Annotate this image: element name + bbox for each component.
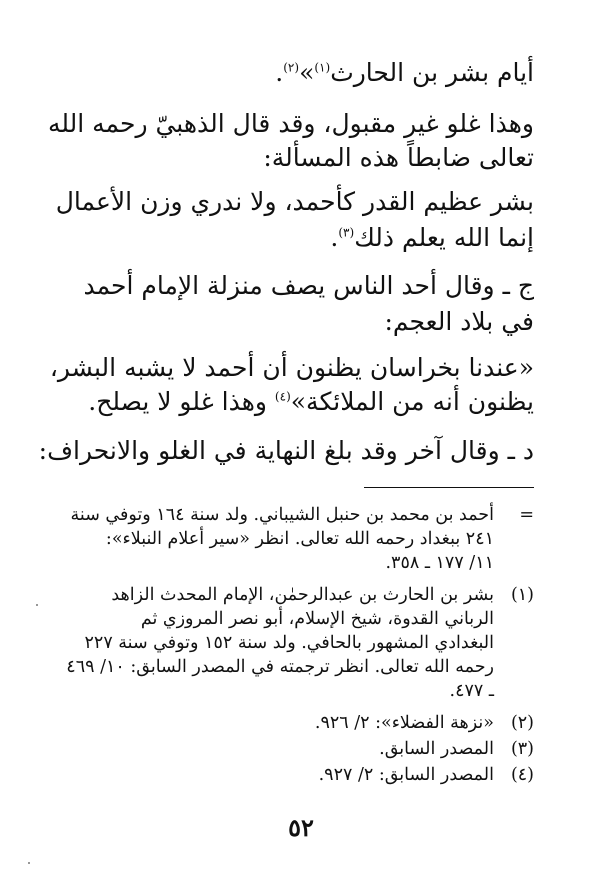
footnote-continuation-line-1: أحمد بن محمد بن حنبل الشيباني. ولد سنة ١٦٤ وتوفي سنة	[70, 505, 494, 525]
footnote-ref-3: (٣)	[338, 225, 355, 240]
body-text-1: أيام بشر بن الحارث	[330, 58, 534, 87]
footnote-1-line-5: ـ ٤٧٧.	[449, 681, 494, 701]
body-line-3: تعالى ضابطاً هذه المسألة:	[263, 143, 534, 172]
body-text-9b: وهذا غلو لا يصلح.	[88, 387, 275, 416]
footnote-continuation-line-3: ١١/ ١٧٧ ـ ٣٥٨.	[385, 553, 494, 573]
footnote-1-line-1: بشر بن الحارث بن عبدالرحمٰن، الإمام المحدث الزاهد	[111, 585, 494, 605]
footnote-continuation-line-2: ٢٤١ ببغداد رحمه الله تعالى. انظر «سير أعلام النبلاء»:	[105, 529, 494, 549]
footnote-3-marker: (٣)	[510, 739, 534, 759]
body-line-5	[330, 223, 534, 253]
body-line-10: د ـ وقال آخر وقد بلغ النهاية في الغلو والانحراف:	[38, 436, 534, 465]
footnote-3-text: المصدر السابق.	[379, 739, 494, 759]
footnote-ref-2: (٢)	[283, 60, 300, 75]
footnote-2-marker: (٢)	[510, 713, 534, 733]
footnote-4-marker: (٤)	[510, 765, 534, 785]
body-text-5: إنما الله يعلم ذلك	[354, 223, 534, 252]
scan-speck	[36, 604, 38, 606]
body-line-9	[88, 387, 534, 417]
body-punct-1: .	[275, 58, 284, 87]
scan-speck	[28, 862, 30, 864]
closing-quote: »	[299, 58, 315, 87]
body-line-2: وهذا غلو غير مقبول، وقد قال الذهبيّ رحمه الله	[47, 109, 534, 138]
footnote-1-line-4: رحمه الله تعالى. انظر ترجمته في المصدر السابق: ١٠/ ٤٦٩	[66, 657, 494, 677]
footnote-4-text: المصدر السابق: ٢/ ٩٢٧.	[318, 765, 494, 785]
body-line-8: «عندنا بخراسان يظنون أن أحمد لا يشبه البشر،	[49, 353, 534, 382]
footnote-divider	[364, 487, 534, 488]
body-punct-5: .	[330, 223, 339, 252]
body-line-7: في بلاد العجم:	[384, 307, 534, 336]
body-line-6: ج ـ وقال أحد الناس يصف منزلة الإمام أحمد	[83, 271, 534, 300]
footnote-ref-1: (١)	[314, 60, 331, 75]
body-line-1	[275, 58, 534, 88]
footnote-continuation-marker: =	[519, 505, 534, 525]
footnote-ref-4: (٤)	[274, 389, 291, 404]
footnote-2-text: «نزهة الفضلاء»: ٢/ ٩٢٦.	[314, 713, 494, 733]
body-text-9: يظنون أنه من الملائكة»	[290, 387, 534, 416]
footnote-1-line-3: البغدادي المشهور بالحافي. ولد سنة ١٥٢ وتوفي سنة ٢٢٧	[84, 633, 494, 653]
footnote-1-marker: (١)	[510, 585, 534, 605]
page-number: ٥٢	[288, 813, 314, 842]
footnote-1-line-2: الرباني القدوة، شيخ الإسلام، أبو نصر المروزي ثم	[140, 609, 494, 629]
body-line-4: بشر عظيم القدر كأحمد، ولا ندري وزن الأعمال	[55, 187, 534, 216]
